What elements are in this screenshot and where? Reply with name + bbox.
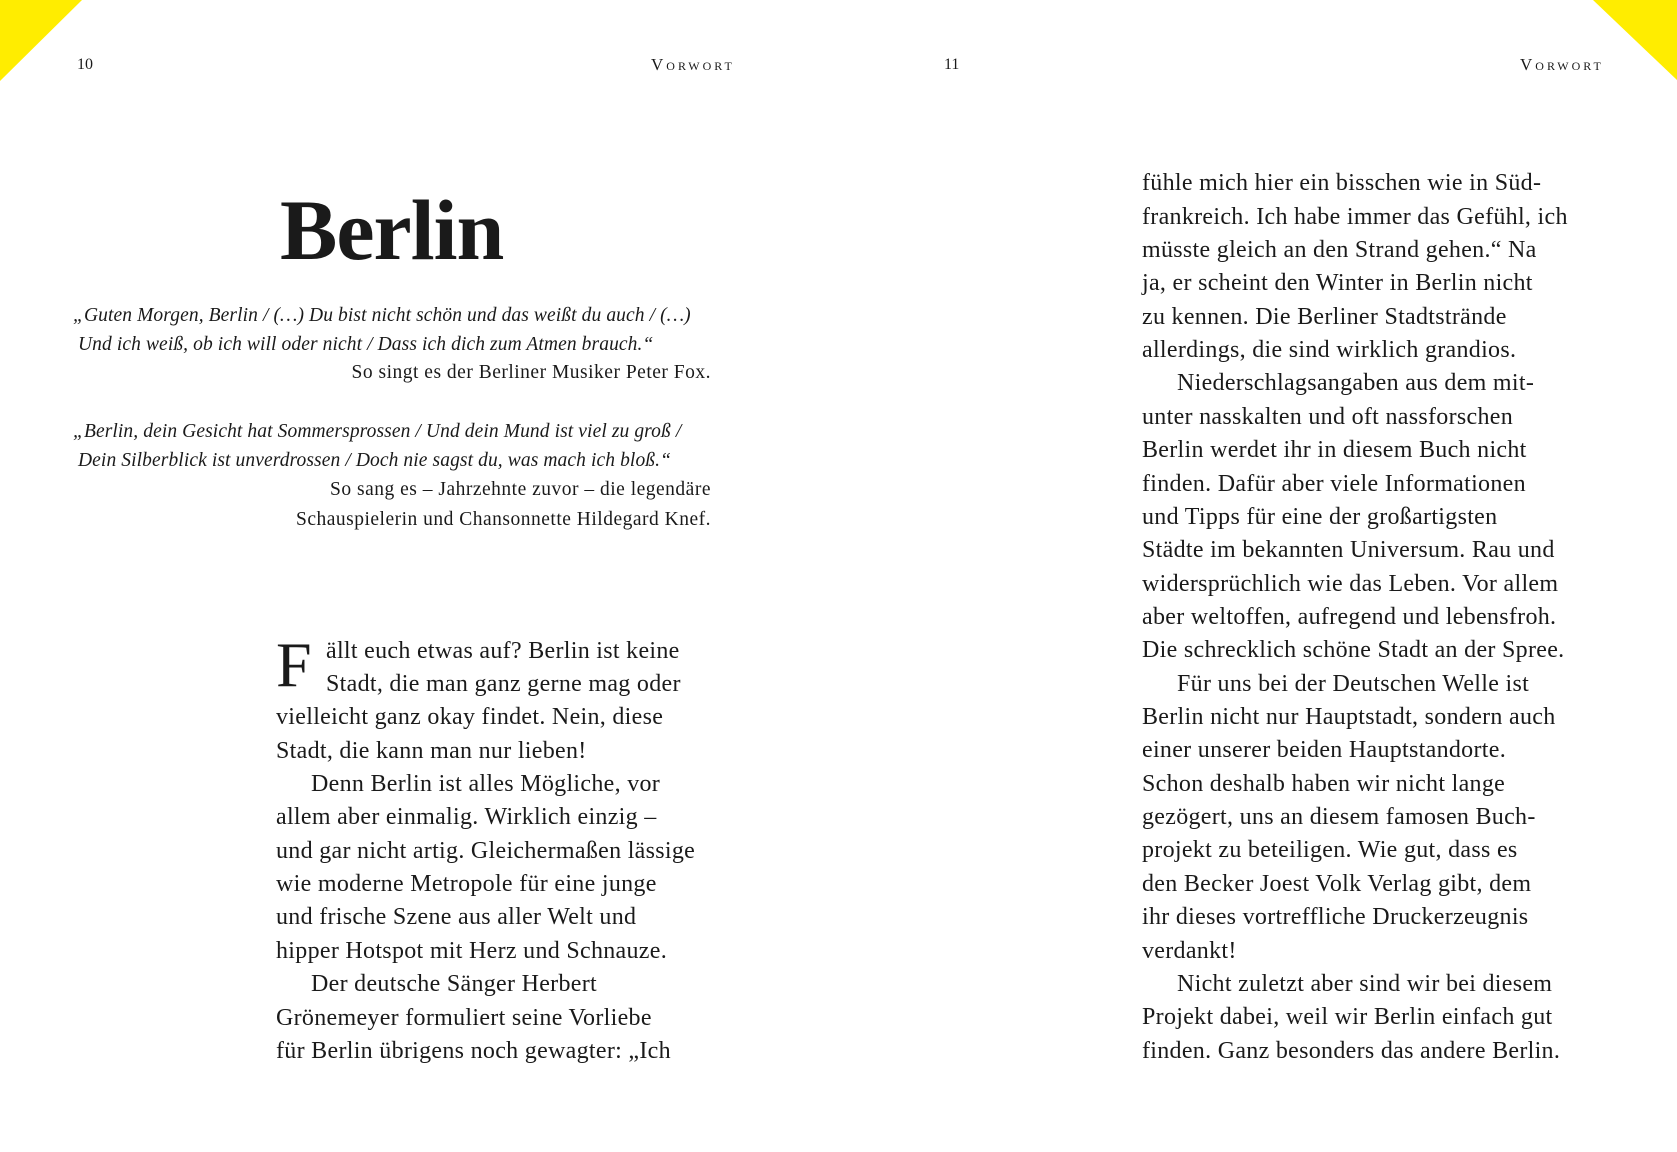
body-line: allem aber einmalig. Wirklich einzig – (276, 804, 657, 831)
body-line: allerdings, die sind wirklich grandios. (1142, 337, 1517, 364)
body-line: verdankt! (1142, 937, 1237, 964)
body-line: für Berlin übrigens noch gewagter: „Ich (276, 1037, 671, 1064)
page-number-right: 11 (944, 56, 960, 73)
epigraph-attribution (296, 475, 711, 535)
body-line: aber weltoffen, aufregend und lebensfroh. (1142, 603, 1557, 630)
body-line: Grönemeyer formuliert seine Vorliebe (276, 1004, 652, 1031)
body-line: widersprüchlich wie das Leben. Vor allem (1142, 570, 1559, 597)
body-line: zu kennen. Die Berliner Stadtstrände (1142, 303, 1507, 330)
body-column-right (1142, 167, 1568, 1068)
body-line: Denn Berlin ist alles Mögliche, vor (311, 771, 661, 798)
body-line: hipper Hotspot mit Herz und Schnauze. (276, 937, 668, 964)
page-number-left: 10 (77, 56, 93, 73)
body-line: wie moderne Metropole für eine junge (276, 871, 657, 898)
body-line: Projekt dabei, weil wir Berlin einfach gut (1142, 1004, 1553, 1031)
body-line: und frische Szene aus aller Welt und (276, 904, 637, 931)
drop-cap: F (276, 628, 312, 700)
body-line: Nicht zuletzt aber sind wir bei diesem (1177, 970, 1553, 997)
body-line: Stadt, die kann man nur lieben! (276, 737, 587, 764)
body-line: Der deutsche Sänger Herbert (311, 971, 597, 998)
attribution-line: So singt es der Berliner Musiker Peter Fox. (351, 362, 711, 383)
epigraph-line: „Guten Morgen, Berlin / (…) Du bist nicht schön und das weißt du auch / (…) (73, 305, 691, 326)
corner-triangle-top-left (0, 0, 82, 81)
body-line: unter nasskalten und oft nassforschen (1142, 403, 1514, 430)
body-line: finden. Dafür aber viele Informationen (1142, 470, 1526, 497)
attribution-line: So sang es – Jahrzehnte zuvor – die legendäre (330, 479, 711, 500)
body-line: den Becker Joest Volk Verlag gibt, dem (1142, 870, 1532, 897)
body-line: ja, er scheint den Winter in Berlin nicht (1142, 270, 1533, 297)
body-line: Berlin nicht nur Hauptstadt, sondern auch (1142, 704, 1556, 731)
body-line: finden. Ganz besonders das andere Berlin. (1142, 1037, 1561, 1064)
body-line: frankreich. Ich habe immer das Gefühl, ich (1142, 203, 1568, 230)
body-line: Niederschlagsangaben aus dem mit- (1177, 370, 1535, 397)
epigraph-line: „Berlin, dein Gesicht hat Sommersprossen / Und dein Mund ist viel zu groß / (73, 420, 682, 442)
corner-triangle-top-right (1593, 0, 1677, 80)
body-line: vielleicht ganz okay findet. Nein, diese (276, 704, 664, 731)
epigraph-line: Dein Silberblick ist unverdrossen / Doch nie sagst du, was mach ich bloß.“ (78, 449, 672, 471)
epigraph-attribution (352, 358, 711, 388)
body-line: Berlin werdet ihr in diesem Buch nicht (1142, 437, 1527, 464)
body-line: ällt euch etwas auf? Berlin ist keine (326, 637, 680, 664)
body-line: projekt zu beteiligen. Wie gut, dass es (1142, 837, 1518, 864)
body-line: müsste gleich an den Strand gehen.“ Na (1142, 237, 1537, 264)
body-line: und gar nicht artig. Gleichermaßen lässige (276, 837, 696, 864)
body-line: einer unserer beiden Hauptstandorte. (1142, 737, 1506, 764)
chapter-title: Berlin (280, 182, 504, 278)
body-line: Für uns bei der Deutschen Welle ist (1177, 670, 1530, 697)
body-line: Stadt, die man ganz gerne mag oder (326, 670, 681, 697)
body-line: Städte im bekannten Universum. Rau und (1142, 537, 1555, 564)
running-head-right: Vorwort (1520, 55, 1604, 74)
body-line: fühle mich hier ein bisschen wie in Süd- (1142, 170, 1542, 197)
epigraph-line: Und ich weiß, ob ich will oder nicht / Dass ich dich zum Atmen brauch.“ (78, 334, 654, 355)
body-line: gezögert, uns an diesem famosen Buch- (1142, 804, 1536, 831)
body-line: Die schrecklich schöne Stadt an der Spree. (1142, 637, 1565, 664)
body-column-left (276, 628, 696, 1069)
body-line: und Tipps für eine der großartigsten (1142, 503, 1498, 530)
attribution-line: Schauspielerin und Chansonnette Hildegard Knef. (295, 509, 711, 530)
body-line: Schon deshalb haben wir nicht lange (1142, 770, 1506, 797)
body-line: ihr dieses vortreffliche Druckerzeugnis (1142, 904, 1529, 931)
running-head-left: Vorwort (651, 55, 735, 74)
